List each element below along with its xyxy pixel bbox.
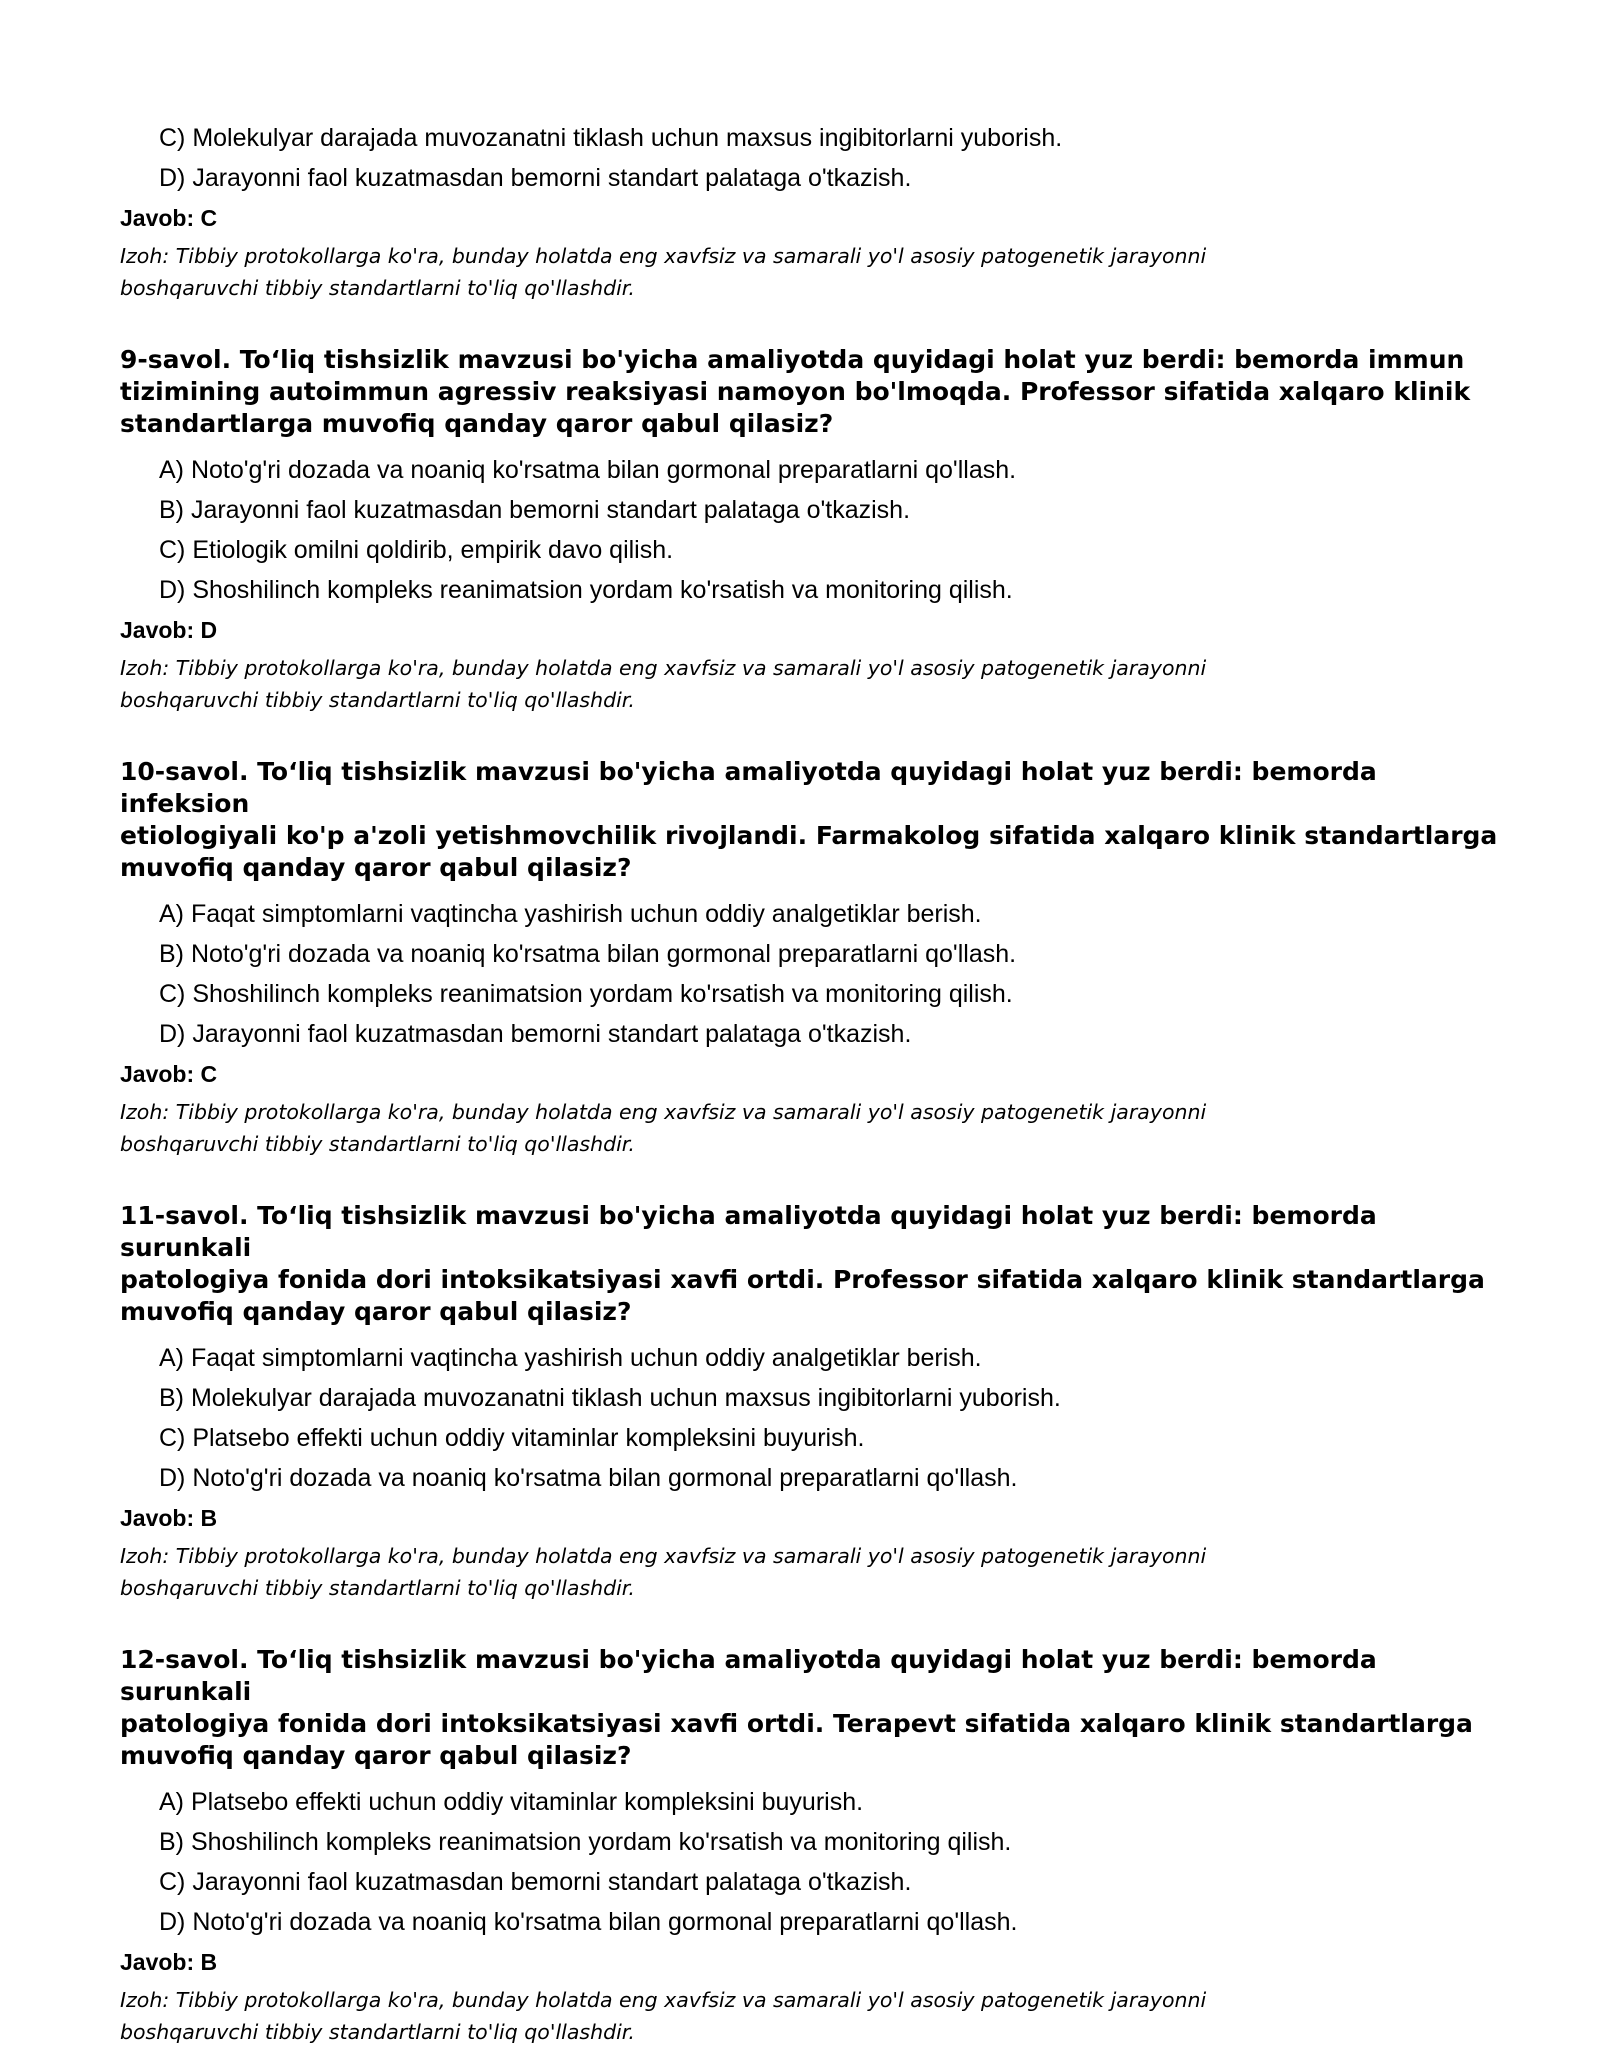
answer-label: Javob: B: [120, 1505, 218, 1531]
title-line: muvofiq qanday qaror qabul qilasiz?: [120, 853, 632, 882]
option-d: D) Noto'g'ri dozada va noaniq ko'rsatma bilan gormonal preparatlarni qo'llash.: [159, 1908, 1018, 1936]
answer-label: Javob: C: [120, 1061, 218, 1087]
option-c: C) Jarayonni faol kuzatmasdan bemorni standart palataga o'tkazish.: [159, 1868, 912, 1896]
explanation-note: [120, 240, 1500, 304]
title-line: muvofiq qanday qaror qabul qilasiz?: [120, 1297, 632, 1326]
title-line: patologiya fonida dori intoksikatsiyasi xavfi ortdi. Terapevt sifatida xalqaro klinik standartlarga: [120, 1709, 1473, 1738]
option-c: C) Molekulyar darajada muvozanatni tiklash uchun maxsus ingibitorlarni yuborish.: [159, 124, 1063, 152]
question-10: [120, 756, 1500, 1160]
option-b: B) Jarayonni faol kuzatmasdan bemorni standart palataga o'tkazish.: [159, 496, 911, 524]
title-line: tizimining autoimmun agressiv reaksiyasi namoyon bo'lmoqda. Professor sifatida xalqaro klinik: [120, 377, 1471, 406]
option-list: [159, 118, 1500, 198]
title-line: 11-savol. To‘liq tishsizlik mavzusi bo'yicha amaliyotda quyidagi holat yuz berdi: bemorda surunkali: [120, 1201, 1377, 1262]
note-line: boshqaruvchi tibbiy standartlarni to'liq qo'llashdir.: [120, 1132, 635, 1156]
option-b: B) Molekulyar darajada muvozanatni tiklash uchun maxsus ingibitorlarni yuborish.: [159, 1384, 1061, 1412]
answer-label: Javob: B: [120, 1949, 218, 1975]
question-title: [120, 344, 1500, 440]
document-page: [120, 118, 1500, 2048]
option-c: C) Etiologik omilni qoldirib, empirik davo qilish.: [159, 536, 674, 564]
option-a: A) Platsebo effekti uchun oddiy vitaminlar kompleksini buyurish.: [159, 1788, 864, 1816]
note-line: Izoh: Tibbiy protokollarga ko'ra, bunday holatda eng xavfsiz va samarali yo'l asosiy patogenetik jarayonni: [120, 656, 1207, 680]
answer-label: Javob: C: [120, 205, 218, 231]
note-line: boshqaruvchi tibbiy standartlarni to'liq qo'llashdir.: [120, 1576, 635, 1600]
note-line: boshqaruvchi tibbiy standartlarni to'liq qo'llashdir.: [120, 688, 635, 712]
question-9: [120, 344, 1500, 716]
question-title: [120, 1644, 1500, 1772]
title-line: 12-savol. To‘liq tishsizlik mavzusi bo'yicha amaliyotda quyidagi holat yuz berdi: bemorda surunkali: [120, 1645, 1377, 1706]
option-list: [159, 1782, 1500, 1942]
question-title: [120, 1200, 1500, 1328]
title-line: muvofiq qanday qaror qabul qilasiz?: [120, 1741, 632, 1770]
option-b: B) Noto'g'ri dozada va noaniq ko'rsatma bilan gormonal preparatlarni qo'llash.: [159, 940, 1017, 968]
option-d: D) Shoshilinch kompleks reanimatsion yordam ko'rsatish va monitoring qilish.: [159, 576, 1013, 604]
option-b: B) Shoshilinch kompleks reanimatsion yordam ko'rsatish va monitoring qilish.: [159, 1828, 1012, 1856]
title-line: 9-savol. To‘liq tishsizlik mavzusi bo'yicha amaliyotda quyidagi holat yuz berdi: bemorda immun: [120, 345, 1465, 374]
explanation-note: [120, 652, 1500, 716]
note-line: Izoh: Tibbiy protokollarga ko'ra, bunday holatda eng xavfsiz va samarali yo'l asosiy patogenetik jarayonni: [120, 1544, 1207, 1568]
explanation-note: [120, 1540, 1500, 1604]
explanation-note: [120, 1096, 1500, 1160]
note-line: Izoh: Tibbiy protokollarga ko'ra, bunday holatda eng xavfsiz va samarali yo'l asosiy patogenetik jarayonni: [120, 1100, 1207, 1124]
option-list: [159, 1338, 1500, 1498]
option-c: C) Shoshilinch kompleks reanimatsion yordam ko'rsatish va monitoring qilish.: [159, 980, 1013, 1008]
title-line: 10-savol. To‘liq tishsizlik mavzusi bo'yicha amaliyotda quyidagi holat yuz berdi: bemorda infeksion: [120, 757, 1377, 818]
option-d: D) Noto'g'ri dozada va noaniq ko'rsatma bilan gormonal preparatlarni qo'llash.: [159, 1464, 1018, 1492]
note-line: boshqaruvchi tibbiy standartlarni to'liq qo'llashdir.: [120, 276, 635, 300]
title-line: standartlarga muvofiq qanday qaror qabul qilasiz?: [120, 409, 834, 438]
option-list: [159, 894, 1500, 1054]
question-12: [120, 1644, 1500, 2048]
option-d: D) Jarayonni faol kuzatmasdan bemorni standart palataga o'tkazish.: [159, 164, 912, 192]
answer-label: Javob: D: [120, 617, 218, 643]
question-11: [120, 1200, 1500, 1604]
note-line: boshqaruvchi tibbiy standartlarni to'liq qo'llashdir.: [120, 2020, 635, 2044]
option-c: C) Platsebo effekti uchun oddiy vitaminlar kompleksini buyurish.: [159, 1424, 865, 1452]
question-8-continued: [120, 118, 1500, 304]
question-title: [120, 756, 1500, 884]
option-d: D) Jarayonni faol kuzatmasdan bemorni standart palataga o'tkazish.: [159, 1020, 912, 1048]
title-line: etiologiyali ko'p a'zoli yetishmovchilik rivojlandi. Farmakolog sifatida xalqaro klinik standartlarga: [120, 821, 1498, 850]
option-list: [159, 450, 1500, 610]
title-line: patologiya fonida dori intoksikatsiyasi xavfi ortdi. Professor sifatida xalqaro klinik standartlarga: [120, 1265, 1485, 1294]
option-a: A) Faqat simptomlarni vaqtincha yashirish uchun oddiy analgetiklar berish.: [159, 1344, 982, 1372]
explanation-note: [120, 1984, 1500, 2048]
note-line: Izoh: Tibbiy protokollarga ko'ra, bunday holatda eng xavfsiz va samarali yo'l asosiy patogenetik jarayonni: [120, 1988, 1207, 2012]
note-line: Izoh: Tibbiy protokollarga ko'ra, bunday holatda eng xavfsiz va samarali yo'l asosiy patogenetik jarayonni: [120, 244, 1207, 268]
option-a: A) Faqat simptomlarni vaqtincha yashirish uchun oddiy analgetiklar berish.: [159, 900, 982, 928]
option-a: A) Noto'g'ri dozada va noaniq ko'rsatma bilan gormonal preparatlarni qo'llash.: [159, 456, 1017, 484]
